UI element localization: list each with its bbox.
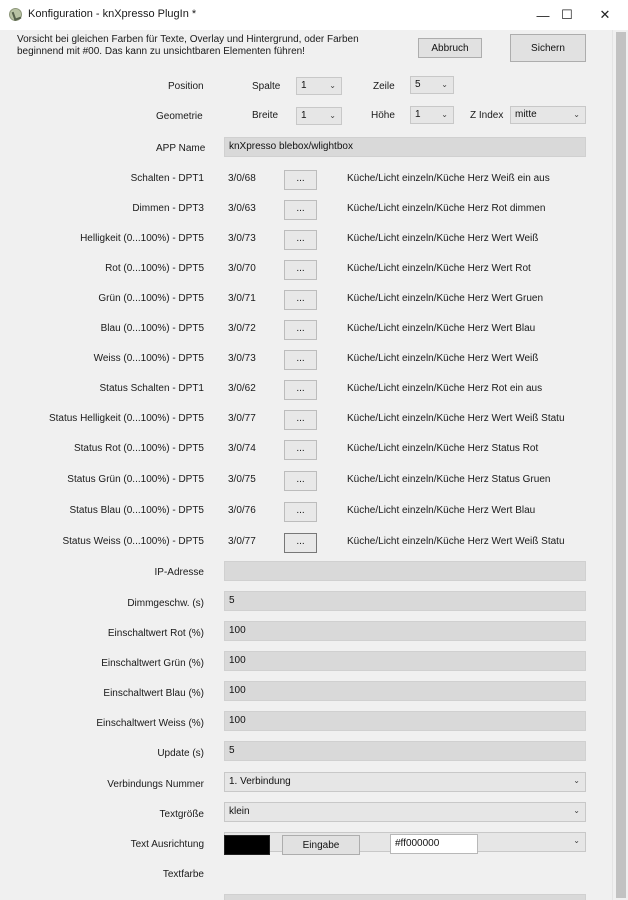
ga-address: 3/0/77 (228, 536, 256, 547)
ga-label: Status Helligkeit (0...100%) - DPT5 (48, 413, 204, 424)
on-value-white-input[interactable]: 100 (224, 711, 586, 731)
scrollbar-thumb[interactable] (616, 32, 626, 898)
title-bar (0, 0, 628, 30)
text-size-select[interactable] (224, 802, 586, 822)
chevron-down-icon: ⌄ (573, 806, 580, 815)
chevron-down-icon: ⌄ (441, 80, 448, 89)
ip-address-input[interactable] (224, 561, 586, 581)
ga-label: Status Weiss (0...100%) - DPT5 (62, 536, 204, 547)
chevron-down-icon: ⌄ (329, 81, 336, 90)
ga-select-button[interactable]: ... (284, 200, 317, 220)
ga-name: Küche/Licht einzeln/Küche Herz Wert Rot (347, 263, 531, 274)
row-select[interactable] (410, 76, 454, 94)
on-value-green-label: Einschaltwert Grün (%) (101, 658, 204, 669)
column-select[interactable] (296, 77, 342, 95)
connection-number-label: Verbindungs Nummer (107, 779, 204, 790)
dim-speed-input[interactable]: 5 (224, 591, 586, 611)
ga-label: Status Schalten - DPT1 (99, 383, 204, 394)
ga-select-button[interactable]: ... (284, 471, 317, 491)
ga-address: 3/0/71 (228, 293, 256, 304)
ga-address: 3/0/73 (228, 233, 256, 244)
ga-select-button[interactable]: ... (284, 350, 317, 370)
ga-select-button[interactable]: ... (284, 380, 317, 400)
width-label: Breite (252, 110, 279, 121)
ga-address: 3/0/63 (228, 203, 256, 214)
ga-select-button[interactable]: ... (284, 260, 317, 280)
on-value-red-label: Einschaltwert Rot (%) (107, 628, 204, 639)
z-index-select[interactable] (510, 106, 586, 124)
ga-name: Küche/Licht einzeln/Küche Herz Rot dimmen (347, 203, 546, 214)
on-value-blue-input[interactable]: 100 (224, 681, 586, 701)
ga-label: Rot (0...100%) - DPT5 (105, 263, 204, 274)
color-input-button[interactable]: Eingabe (282, 835, 360, 855)
update-label: Update (s) (157, 748, 204, 759)
text-size-value: klein (229, 806, 250, 817)
ga-name: Küche/Licht einzeln/Küche Herz Status Rot (347, 443, 539, 454)
close-button[interactable]: ✕ (599, 7, 611, 22)
ga-select-button[interactable]: ... (284, 440, 317, 460)
ga-name: Küche/Licht einzeln/Küche Herz Weiß ein aus (347, 173, 550, 184)
ga-name: Küche/Licht einzeln/Küche Herz Wert Weiß Statu (347, 536, 565, 547)
text-color-label: Textfarbe (162, 869, 204, 880)
on-value-red-input[interactable]: 100 (224, 621, 586, 641)
ga-label: Schalten - DPT1 (130, 173, 204, 184)
text-color-hex-input[interactable]: #ff000000 (390, 834, 478, 854)
update-input[interactable]: 5 (224, 741, 586, 761)
row-value: 5 (415, 79, 421, 90)
ga-name: Küche/Licht einzeln/Küche Herz Wert Gruen (347, 293, 544, 304)
ga-name: Küche/Licht einzeln/Küche Herz Status Gruen (347, 474, 551, 485)
app-icon (9, 8, 22, 21)
ga-address: 3/0/75 (228, 474, 256, 485)
warning-text: Vorsicht bei gleichen Farben für Texte, Overlay und Hintergrund, oder Farben beginnend mit #00. Das kann zu unsichtbaren Elementen führen! (17, 34, 359, 57)
connection-number-value: 1. Verbindung (229, 776, 291, 787)
ga-name: Küche/Licht einzeln/Küche Herz Wert Weiß Statu (347, 413, 565, 424)
ga-select-button[interactable]: ... (284, 533, 317, 553)
ga-label: Blau (0...100%) - DPT5 (100, 323, 204, 334)
row-label: Zeile (373, 81, 395, 92)
z-index-label: Z Index (470, 110, 504, 121)
text-color-swatch[interactable] (224, 835, 270, 855)
ga-address: 3/0/74 (228, 443, 256, 454)
ga-label: Status Rot (0...100%) - DPT5 (73, 443, 204, 454)
ga-label: Status Blau (0...100%) - DPT5 (69, 505, 204, 516)
vertical-scrollbar[interactable] (612, 30, 628, 900)
ga-address: 3/0/76 (228, 505, 256, 516)
column-label: Spalte (252, 81, 281, 92)
chevron-down-icon: ⌄ (441, 110, 448, 119)
width-select[interactable] (296, 107, 342, 125)
ga-label: Weiss (0...100%) - DPT5 (93, 353, 204, 364)
save-button[interactable]: Sichern (510, 34, 586, 62)
maximize-button[interactable]: ☐ (561, 7, 573, 22)
on-value-green-input[interactable]: 100 (224, 651, 586, 671)
on-value-blue-label: Einschaltwert Blau (%) (103, 688, 204, 699)
height-value: 1 (415, 109, 421, 120)
chevron-down-icon: ⌄ (573, 836, 580, 845)
ga-address: 3/0/68 (228, 173, 256, 184)
ga-name: Küche/Licht einzeln/Küche Herz Rot ein aus (347, 383, 543, 394)
ga-select-button[interactable]: ... (284, 290, 317, 310)
ga-address: 3/0/77 (228, 413, 256, 424)
width-value: 1 (301, 110, 307, 121)
ga-select-button[interactable]: ... (284, 320, 317, 340)
chevron-down-icon: ⌄ (573, 110, 580, 119)
position-label: Position (168, 81, 204, 92)
cancel-button[interactable]: Abbruch (418, 38, 482, 58)
chevron-down-icon: ⌄ (329, 111, 336, 120)
height-select[interactable] (410, 106, 454, 124)
ga-select-button[interactable]: ... (284, 410, 317, 430)
ga-address: 3/0/72 (228, 323, 256, 334)
ip-address-label: IP-Adresse (154, 567, 204, 578)
app-name-label: APP Name (156, 143, 206, 154)
ga-name: Küche/Licht einzeln/Küche Herz Wert Weiß (347, 233, 539, 244)
minimize-button[interactable]: — (536, 7, 550, 23)
ga-name: Küche/Licht einzeln/Küche Herz Wert Weiß (347, 353, 539, 364)
next-field-partial[interactable] (224, 894, 586, 900)
ga-name: Küche/Licht einzeln/Küche Herz Wert Blau (347, 323, 536, 334)
ga-select-button[interactable]: ... (284, 502, 317, 522)
connection-number-select[interactable] (224, 772, 586, 792)
window-title: Konfiguration - knXpresso PlugIn * (28, 8, 197, 20)
ga-label: Helligkeit (0...100%) - DPT5 (80, 233, 204, 244)
on-value-white-label: Einschaltwert Weiss (%) (96, 718, 204, 729)
z-index-value: mitte (515, 109, 537, 120)
text-size-label: Textgröße (159, 809, 204, 820)
config-panel (0, 30, 612, 900)
geometry-label: Geometrie (156, 111, 203, 122)
ga-name: Küche/Licht einzeln/Küche Herz Wert Blau (347, 505, 536, 516)
ga-label: Status Grün (0...100%) - DPT5 (67, 474, 204, 485)
text-alignment-label: Text Ausrichtung (130, 839, 204, 850)
dim-speed-label: Dimmgeschw. (s) (127, 598, 204, 609)
chevron-down-icon: ⌄ (573, 776, 580, 785)
ga-label: Dimmen - DPT3 (132, 203, 204, 214)
ga-address: 3/0/70 (228, 263, 256, 274)
height-label: Höhe (371, 110, 395, 121)
ga-select-button[interactable]: ... (284, 230, 317, 250)
ga-select-button[interactable]: ... (284, 170, 317, 190)
app-name-input[interactable]: knXpresso blebox/wlightbox (224, 137, 586, 157)
column-value: 1 (301, 80, 307, 91)
ga-address: 3/0/73 (228, 353, 256, 364)
ga-label: Grün (0...100%) - DPT5 (98, 293, 204, 304)
ga-address: 3/0/62 (228, 383, 256, 394)
